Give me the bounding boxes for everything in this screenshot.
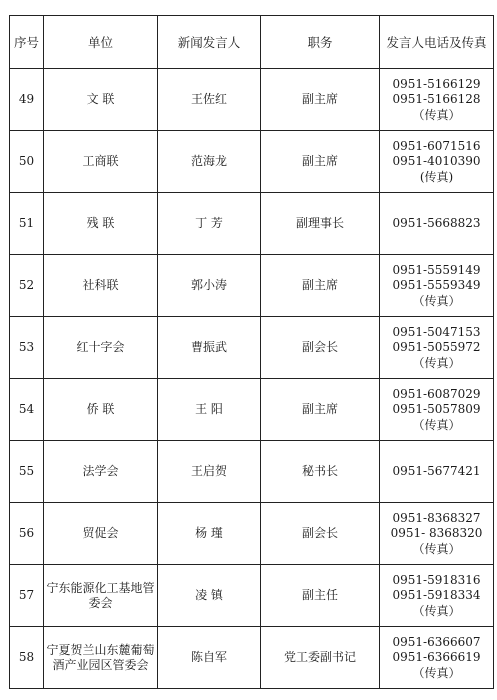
phone-number: 0951-5677421 [392, 464, 481, 478]
phone-cell [380, 193, 494, 255]
fax-label: （传真） [412, 603, 461, 618]
fax-label: （传真） [412, 541, 461, 556]
table-row [10, 255, 494, 317]
row-number: 52 [10, 255, 44, 317]
phone-number: 0951-5559149 [392, 262, 481, 277]
header-no: 序号 [10, 16, 44, 69]
row-number: 51 [10, 193, 44, 255]
phone-number: 0951-8368327 [392, 510, 481, 525]
table-body [10, 69, 494, 689]
fax-label: （传真） [412, 417, 461, 432]
spokesperson-name: 范海龙 [158, 131, 261, 193]
phone-number: 0951-5559349 [392, 277, 481, 292]
table-row [10, 131, 494, 193]
phone-cell [380, 131, 494, 193]
position-title: 副主席 [261, 69, 380, 131]
phone-number: 0951-6366607 [392, 634, 481, 649]
spokesperson-table [9, 15, 494, 689]
table-row [10, 441, 494, 503]
header-spokesperson: 新闻发言人 [158, 16, 261, 69]
header-phone-fax: 发言人电话及传真 [380, 16, 494, 69]
phone-number: 0951-5166129 [392, 76, 481, 91]
spokesperson-name: 郭小涛 [158, 255, 261, 317]
unit-name: 残 联 [44, 193, 158, 255]
phone-number: 0951-6071516 [392, 138, 481, 153]
phone-cell [380, 317, 494, 379]
phone-cell [380, 69, 494, 131]
row-number: 50 [10, 131, 44, 193]
unit-name: 文 联 [44, 69, 158, 131]
row-number: 56 [10, 503, 44, 565]
fax-label: （传真） [412, 293, 461, 308]
phone-number: 0951-5668823 [392, 216, 481, 230]
row-number: 53 [10, 317, 44, 379]
spokesperson-name: 王佐红 [158, 69, 261, 131]
table-row [10, 193, 494, 255]
spokesperson-name: 曹振武 [158, 317, 261, 379]
unit-name: 工商联 [44, 131, 158, 193]
phone-number: 0951-5166128 [392, 91, 481, 106]
position-title: 副主席 [261, 379, 380, 441]
row-number: 58 [10, 627, 44, 689]
position-title: 秘书长 [261, 441, 380, 503]
table-row [10, 627, 494, 689]
unit-name: 法学会 [44, 441, 158, 503]
row-number: 49 [10, 69, 44, 131]
header-position: 职务 [261, 16, 380, 69]
spokesperson-name: 杨 瑾 [158, 503, 261, 565]
phone-number: 0951-6087029 [392, 386, 481, 401]
position-title: 副主任 [261, 565, 380, 627]
phone-number: 0951- 8368320 [390, 525, 483, 540]
table-header-row [10, 16, 494, 69]
spokesperson-name: 陈自军 [158, 627, 261, 689]
phone-cell [380, 379, 494, 441]
unit-name: 宁东能源化工基地管委会 [44, 565, 158, 627]
position-title: 党工委副书记 [261, 627, 380, 689]
phone-number: 0951-5918316 [392, 572, 481, 587]
row-number: 57 [10, 565, 44, 627]
unit-name: 贸促会 [44, 503, 158, 565]
phone-number: 0951-5918334 [392, 587, 481, 602]
unit-name: 红十字会 [44, 317, 158, 379]
position-title: 副主席 [261, 131, 380, 193]
phone-cell [380, 627, 494, 689]
table-row [10, 503, 494, 565]
spokesperson-name: 王 阳 [158, 379, 261, 441]
phone-number: 0951-5055972 [392, 339, 481, 354]
table-row [10, 379, 494, 441]
position-title: 副理事长 [261, 193, 380, 255]
fax-label: (传真) [419, 169, 454, 184]
phone-number: 0951-4010390 [392, 153, 481, 168]
fax-label: （传真） [412, 107, 461, 122]
fax-label: （传真） [412, 665, 461, 680]
fax-label: （传真） [412, 355, 461, 370]
row-number: 55 [10, 441, 44, 503]
phone-number: 0951-6366619 [392, 649, 481, 664]
unit-name: 社科联 [44, 255, 158, 317]
header-unit: 单位 [44, 16, 158, 69]
spokesperson-name: 凌 镇 [158, 565, 261, 627]
unit-name: 宁夏贺兰山东麓葡萄酒产业园区管委会 [44, 627, 158, 689]
position-title: 副主席 [261, 255, 380, 317]
table-row [10, 317, 494, 379]
row-number: 54 [10, 379, 44, 441]
phone-cell [380, 565, 494, 627]
phone-cell [380, 503, 494, 565]
position-title: 副会长 [261, 503, 380, 565]
position-title: 副会长 [261, 317, 380, 379]
spokesperson-name: 丁 芳 [158, 193, 261, 255]
unit-name: 侨 联 [44, 379, 158, 441]
table-row [10, 565, 494, 627]
phone-number: 0951-5057809 [392, 401, 481, 416]
phone-number: 0951-5047153 [392, 324, 481, 339]
table-row [10, 69, 494, 131]
spokesperson-name: 王启贺 [158, 441, 261, 503]
phone-cell [380, 441, 494, 503]
phone-cell [380, 255, 494, 317]
